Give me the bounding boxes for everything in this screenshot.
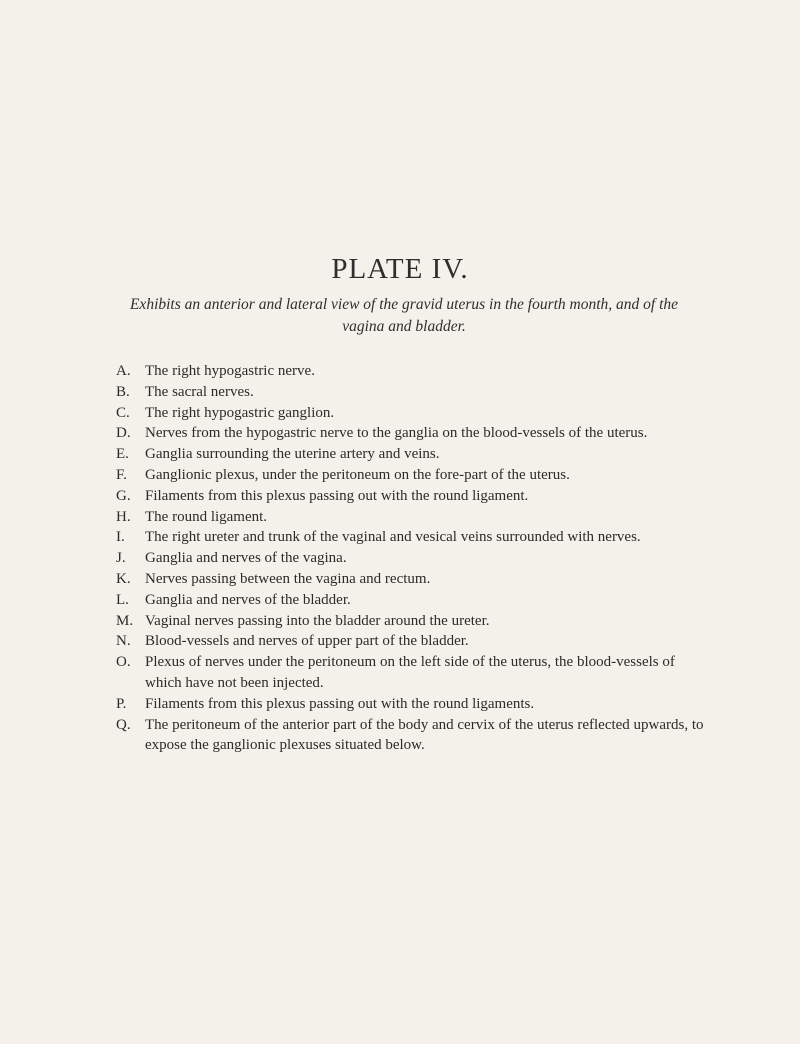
legend-text: Ganglia and nerves of the vagina. — [145, 550, 347, 567]
legend-text: The right hypogastric ganglion. — [145, 404, 335, 421]
plate-subtitle: Exhibits an anterior and lateral view of the gravid uterus in the fourth month, and of the vagina and bladder. — [129, 296, 679, 335]
legend-letter: K. — [116, 570, 131, 587]
legend-text: The right ureter and trunk of the vaginal and vesical veins surrounded with nerves. — [145, 529, 641, 546]
legend-text: The right hypogastric nerve. — [145, 363, 315, 379]
legend-item-c — [0, 403, 800, 424]
legend-text: Nerves passing between the vagina and rectum. — [145, 570, 431, 587]
legend-text: Ganglia surrounding the uterine artery and veins. — [145, 446, 440, 463]
legend-item-i — [0, 527, 800, 548]
legend-letter: D. — [116, 425, 131, 442]
legend-letter: G. — [116, 487, 131, 504]
legend-text: The round ligament. — [145, 508, 268, 525]
legend-letter: A. — [116, 363, 131, 379]
legend-item-f — [0, 465, 800, 486]
legend-text: Plexus of nerves under the peritoneum on the left side of the uterus, the blood-vessels of which have not been injected. — [145, 654, 675, 691]
legend-item-l — [0, 590, 800, 611]
legend-letter: M. — [116, 612, 134, 629]
legend-item-m — [0, 611, 800, 632]
legend-letter: E. — [116, 446, 129, 463]
legend-letter: H. — [116, 508, 131, 525]
legend-text: Blood-vessels and nerves of upper part of the bladder. — [145, 633, 469, 650]
legend-item-e — [0, 444, 800, 465]
legend-item-p — [0, 694, 800, 715]
legend-item-h — [0, 507, 800, 528]
legend-item-g — [0, 486, 800, 507]
legend-text: Ganglia and nerves of the bladder. — [145, 591, 351, 608]
legend-letter: C. — [116, 404, 130, 421]
legend-item-b — [0, 382, 800, 403]
legend-item-j — [0, 548, 800, 569]
legend-item-k — [0, 569, 800, 590]
legend-letter: J. — [116, 550, 126, 567]
legend-letter: P. — [116, 695, 127, 712]
legend-text: Filaments from this plexus passing out with the round ligaments. — [145, 695, 535, 712]
legend-list — [0, 361, 800, 756]
legend-letter: Q. — [116, 716, 131, 733]
legend-text: Filaments from this plexus passing out with the round ligament. — [145, 487, 529, 504]
legend-letter: F. — [116, 466, 127, 483]
legend-item-n — [0, 631, 800, 652]
legend-item-a — [0, 361, 800, 382]
legend-letter: I. — [116, 529, 125, 546]
legend-text: Nerves from the hypogastric nerve to the ganglia on the blood-vessels of the uterus. — [145, 425, 648, 442]
legend-item-o — [0, 652, 800, 694]
plate-title: PLATE IV. — [331, 253, 469, 285]
legend-text: Vaginal nerves passing into the bladder around the ureter. — [145, 612, 490, 629]
legend-letter: L. — [116, 591, 129, 608]
legend-item-q — [0, 715, 800, 757]
legend-item-d — [0, 423, 800, 444]
legend-letter: B. — [116, 383, 130, 400]
legend-letter: O. — [116, 654, 131, 671]
legend-text: Ganglionic plexus, under the peritoneum on the fore-part of the uterus. — [145, 466, 570, 483]
legend-text: The peritoneum of the anterior part of the body and cervix of the uterus reflected upwards, to expose the ganglionic plexuses situated below. — [145, 716, 704, 754]
legend-letter: N. — [116, 633, 131, 650]
legend-text: The sacral nerves. — [145, 383, 254, 400]
